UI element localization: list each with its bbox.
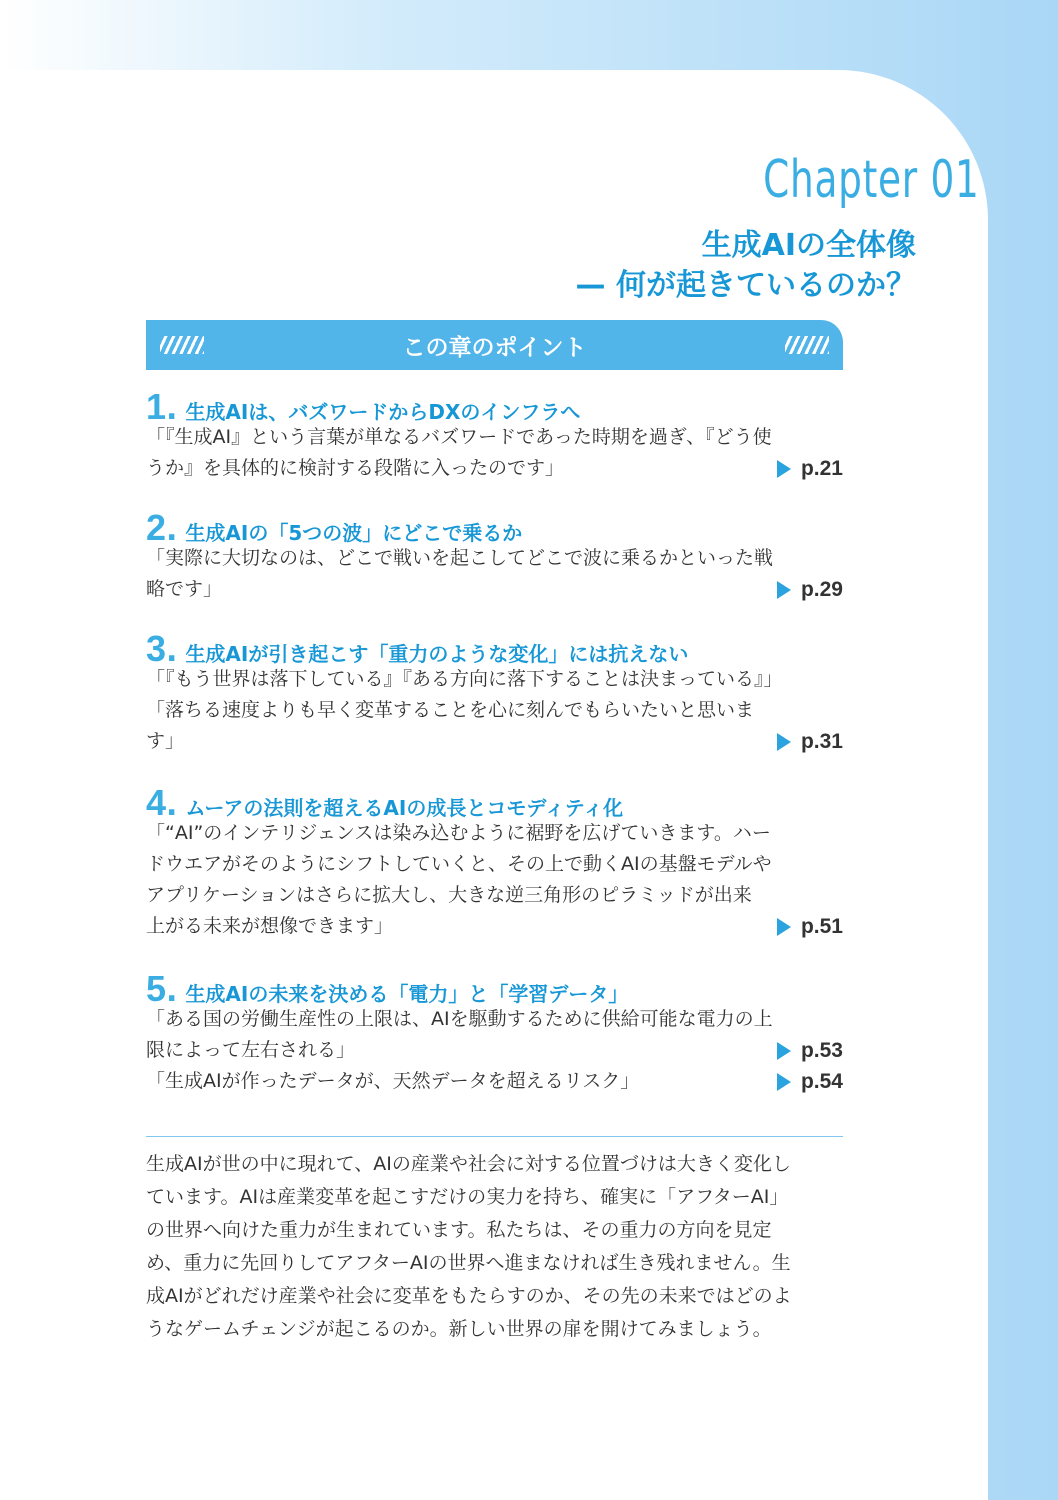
chapter-points-title: この章のポイント [402,334,587,361]
hatch-decoration-left [160,336,204,354]
point-quote [146,1004,843,1066]
page-number: p.54 [800,1070,843,1093]
point-heading-text: ムーアの法則を超えるAIの成長とコモディティ化 [185,796,624,820]
quote-line: 「実際に大切なのは、どこで戦いを起こしてどこで波に乗るかといった戦 [146,547,774,569]
point-heading-text: 生成AIが引き起こす「重力のような変化」には抗えない [185,642,689,666]
point-heading-text: 生成AIは、バズワードからDXのインフラへ [185,400,581,424]
quote-line: ドウエアがそのようにシフトしていくと、その上で動くAIの基盤モデルや [146,853,772,875]
intro-line: の世界へ向けた重力が生まれています。私たちは、その重力の方向を見定 [146,1219,772,1241]
triangle-right-icon [777,581,791,599]
intro-line: め、重力に先回りしてアフターAIの世界へ進まなければ生き残れません。生 [146,1252,791,1274]
triangle-right-icon [777,460,791,478]
point-heading [146,782,843,823]
point-item-4 [146,782,843,942]
page-reference[interactable] [777,574,843,605]
page-reference[interactable] [777,453,843,484]
point-number-dot: . [166,634,178,669]
point-number: 1 [146,386,167,427]
point-quote [146,543,843,605]
quote-line: す」 [146,730,185,752]
quote-line: 略です」 [146,578,223,600]
page-number: p.51 [800,915,843,938]
intro-line: 生成AIが世の中に現れて、AIの産業や社会に対する位置づけは大きく変化し [146,1153,791,1175]
page-reference[interactable] [777,1066,843,1097]
hatch-decoration-right [785,336,829,354]
point-heading-text: 生成AIの「5つの波」にどこで乗るか [185,521,523,545]
point-number: 5 [146,968,167,1009]
point-item-3 [146,628,843,757]
chapter-intro [146,1148,846,1346]
triangle-right-icon [777,733,791,751]
triangle-right-icon [777,1073,791,1091]
page-reference[interactable] [777,911,843,942]
point-quote [146,818,843,942]
point-quote [146,422,843,484]
point-number-dot: . [166,392,178,427]
point-heading [146,386,843,427]
quote-line: 上がる未来が想像できます」 [146,915,394,937]
page-number: p.29 [800,578,843,601]
chapter-points-header [146,320,843,370]
point-number: 4 [146,782,167,823]
point-item-1 [146,386,843,484]
quote-line: 「ある国の労働生産性の上限は、AIを駆動するために供給可能な電力の上 [146,1008,773,1030]
page-reference[interactable] [777,1035,843,1066]
point-number-dot: . [166,974,178,1009]
quote-line: うか』を具体的に検討する段階に入ったのです」 [146,457,565,479]
quote-line: 「生成AIが作ったデータが、天然データを超えるリスク」 [146,1070,640,1092]
point-quote [146,664,843,757]
triangle-right-icon [777,1042,791,1060]
chapter-title-line2: — 何が起きているのか？ [575,268,916,303]
point-heading [146,968,843,1009]
section-divider [146,1136,843,1137]
point-number-dot: . [166,788,178,823]
quote-line: アプリケーションはさらに拡大し、大きな逆三角形のピラミッドが出来 [146,884,752,906]
point-number: 3 [146,628,167,669]
page-reference[interactable] [777,726,843,757]
intro-line: 成AIがどれだけ産業や社会に変革をもたらすのか、その先の未来ではどのよ [146,1285,792,1307]
point-item-5 [146,968,843,1097]
point-number-dot: . [166,513,178,548]
triangle-right-icon [777,918,791,936]
intro-line: うなゲームチェンジが起こるのか。新しい世界の扉を開けてみましょう。 [146,1318,772,1340]
page-number: p.31 [800,730,843,753]
intro-line: ています。AIは産業変革を起こすだけの実力を持ち、確実に「アフターAI」 [146,1186,789,1208]
point-item-2 [146,507,843,605]
page-number: p.21 [800,457,843,480]
chapter-label: Chapter 01 [763,150,980,210]
quote-line: 「『生成AI』という言葉が単なるバズワードであった時期を過ぎ、『どう使 [146,426,772,448]
point-number: 2 [146,507,167,548]
point-heading [146,507,843,548]
quote-line: 「落ちる速度よりも早く変革することを心に刻んでもらいたいと思いま [146,699,755,721]
page-number: p.53 [800,1039,843,1062]
quote-line: 限によって左右される」 [146,1039,356,1061]
point-heading [146,628,843,669]
chapter-title-line1: 生成AIの全体像 [701,228,916,263]
quote-line: 「『もう世界は落下している』『ある方向に落下することは決まっている』」 [146,668,783,690]
quote-line: 「“AI”のインテリジェンスは染み込むように裾野を広げていきます。ハー [146,822,771,844]
point-quote-extra [146,1066,843,1097]
point-heading-text: 生成AIの未来を決める「電力」と「学習データ」 [185,982,629,1006]
